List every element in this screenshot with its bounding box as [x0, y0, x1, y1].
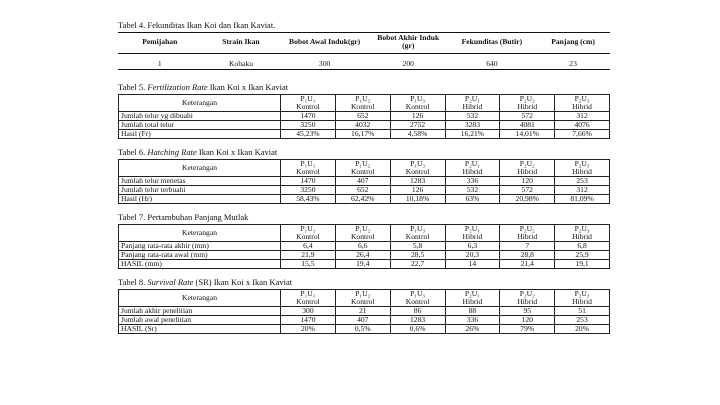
- column-header-group: Hibrid: [462, 232, 483, 241]
- table-cell: 640: [448, 54, 537, 70]
- table-8-caption-number: Tabel 8.: [118, 277, 146, 287]
- column-header-keterangan: Keterangan: [119, 225, 281, 242]
- table-cell: 4076: [555, 121, 610, 130]
- table-cell: 10,18%: [390, 195, 445, 204]
- table-cell: 15,5: [281, 260, 336, 269]
- column-header: [445, 95, 500, 112]
- row-label: Jumlah telur terbuahi: [119, 186, 281, 195]
- column-header-code: P₁U₃: [410, 224, 426, 233]
- column-header: [390, 95, 445, 112]
- column-header: [445, 225, 500, 242]
- table-4-header: Bobot Akhir Induk (gr): [369, 33, 448, 54]
- table-cell: 7,66%: [555, 130, 610, 139]
- column-header-code: P₂U₁: [464, 224, 480, 233]
- row-label: Panjang rata-rata akhir (mm): [119, 242, 281, 251]
- table-8-caption: [118, 277, 610, 287]
- column-header-code: P₂U₃: [574, 224, 590, 233]
- table-cell: 3283: [445, 121, 500, 130]
- table-cell: 336: [445, 316, 500, 325]
- table-6-caption-italic: Hatching Rate: [147, 147, 197, 157]
- column-header-code: P₂U₁: [464, 289, 480, 298]
- table-cell: 532: [445, 112, 500, 121]
- table-cell: 23: [536, 54, 610, 70]
- table-cell: 20,3: [445, 251, 500, 260]
- table-4-header: Bobot Awal Induk(gr): [280, 33, 369, 54]
- column-header-group: Hibrid: [462, 102, 483, 111]
- table-6-caption-number: Tabel 6.: [118, 147, 146, 157]
- table-cell: 2752: [390, 121, 445, 130]
- table-cell: 300: [280, 54, 369, 70]
- column-header: [500, 290, 555, 307]
- column-header-keterangan: Keterangan: [119, 95, 281, 112]
- column-header: [335, 290, 390, 307]
- column-header-code: P₂U₁: [464, 159, 480, 168]
- table-cell: 79%: [500, 325, 555, 334]
- table-row: [119, 260, 610, 269]
- column-header-code: P₁U₂: [355, 94, 371, 103]
- table-cell: 5,8: [390, 242, 445, 251]
- table-cell: 1470: [281, 316, 336, 325]
- table-8-caption-rest: (SR) Ikan Koi x Ikan Kaviat: [195, 277, 293, 287]
- column-header: [555, 95, 610, 112]
- table-cell: 3250: [281, 186, 336, 195]
- table-cell: 7: [500, 242, 555, 251]
- column-header-group: Hibrid: [517, 232, 538, 241]
- column-header-code: P₂U₃: [574, 289, 590, 298]
- table-cell: 572: [500, 186, 555, 195]
- table-row: [118, 54, 610, 70]
- table-header-row: [119, 290, 610, 307]
- table-cell: 81,09%: [555, 195, 610, 204]
- column-header: [445, 290, 500, 307]
- table-cell: 312: [555, 186, 610, 195]
- table-8-caption-italic: Survival Rate: [147, 277, 194, 287]
- table-cell: 200: [369, 54, 448, 70]
- row-label: Jumlah total telur: [119, 121, 281, 130]
- table-cell: 16,21%: [445, 130, 500, 139]
- table-cell: 1283: [390, 316, 445, 325]
- table-cell: 126: [390, 112, 445, 121]
- table-5-caption-number: Tabel 5.: [118, 82, 146, 92]
- table-cell: 21,4: [500, 260, 555, 269]
- row-label: HASIL (Sr): [119, 325, 281, 334]
- table-cell: 407: [335, 316, 390, 325]
- table-cell: 14: [445, 260, 500, 269]
- table-cell: 14,01%: [500, 130, 555, 139]
- column-header: [335, 95, 390, 112]
- document-page: [118, 20, 610, 342]
- column-header-code: P₁U₂: [355, 289, 371, 298]
- column-header-group: Kontrol: [350, 102, 375, 111]
- table-cell: 26,4: [335, 251, 390, 260]
- table-cell: 300: [281, 307, 336, 316]
- table-row: [119, 195, 610, 204]
- table-cell: 19,4: [335, 260, 390, 269]
- column-header-group: Kontrol: [296, 102, 320, 111]
- column-header-group: Kontrol: [350, 232, 375, 241]
- column-header-code: P₁U₂: [355, 159, 371, 168]
- column-header: [500, 95, 555, 112]
- column-header-group: Kontrol: [296, 167, 320, 176]
- table-cell: 58,43%: [281, 195, 336, 204]
- row-label: Panjang rata-rata awal (mm): [119, 251, 281, 260]
- table-6-caption: [118, 147, 610, 157]
- table-4-header: Pemijahan: [118, 33, 202, 54]
- column-header-code: P₁U₃: [410, 159, 426, 168]
- table-cell: 312: [555, 112, 610, 121]
- column-header-group: Kontrol: [405, 102, 430, 111]
- column-header-group: Hibrid: [517, 167, 538, 176]
- table-row: [119, 325, 610, 334]
- column-header-group: Kontrol: [296, 297, 320, 306]
- column-header-group: Kontrol: [350, 297, 375, 306]
- column-header-code: P₁U₃: [410, 289, 426, 298]
- column-header-group: Kontrol: [296, 232, 320, 241]
- column-header-group: Hibrid: [462, 297, 483, 306]
- table-cell: 51: [555, 307, 610, 316]
- column-header-group: Kontrol: [405, 297, 430, 306]
- table-cell: 28,8: [500, 251, 555, 260]
- table-cell: 4,58%: [390, 130, 445, 139]
- table-cell: 20%: [555, 325, 610, 334]
- table-cell: 16,17%: [335, 130, 390, 139]
- column-header-code: P₂U₃: [574, 159, 590, 168]
- row-label: Jumlah telur yg dibuahi: [119, 112, 281, 121]
- column-header-code: P₁U₁: [300, 94, 316, 103]
- column-header: [335, 225, 390, 242]
- column-header: [555, 225, 610, 242]
- column-header: [390, 225, 445, 242]
- table-cell: 120: [500, 177, 555, 186]
- table-4-header: Fekunditas (Butir): [448, 33, 537, 54]
- table-cell: 95: [500, 307, 555, 316]
- table-6: [118, 159, 610, 204]
- column-header-group: Hibrid: [572, 297, 592, 306]
- column-header-code: P₁U₁: [300, 289, 316, 298]
- table-cell: 0,6%: [390, 325, 445, 334]
- column-header-code: P₁U₁: [300, 159, 316, 168]
- table-cell: 4081: [500, 121, 555, 130]
- table-cell: 21,9: [281, 251, 336, 260]
- table-cell: 21: [335, 307, 390, 316]
- column-header-group: Hibrid: [517, 297, 538, 306]
- table-cell: 86: [390, 307, 445, 316]
- table-cell: 652: [335, 112, 390, 121]
- table-cell: 1: [118, 54, 202, 70]
- table-7-caption: Tabel 7. Pertambuhan Panjang Mutlak: [118, 212, 249, 222]
- column-header-group: Kontrol: [405, 167, 430, 176]
- table-row: [119, 130, 610, 139]
- table-cell: 28,5: [390, 251, 445, 260]
- row-label: Jumlah akhir penelitian: [119, 307, 281, 316]
- table-cell: 45,23%: [281, 130, 336, 139]
- table-4-header: Panjang (cm): [536, 33, 610, 54]
- column-header: [390, 290, 445, 307]
- column-header: [281, 225, 336, 242]
- table-cell: 20,98%: [500, 195, 555, 204]
- column-header-group: Kontrol: [350, 167, 375, 176]
- table-cell: 4032: [335, 121, 390, 130]
- column-header-code: P₂U₃: [574, 94, 590, 103]
- table-4-caption: Tabel 4. Fekunditas Ikan Koi dan Ikan Kaviat.: [118, 20, 276, 30]
- table-4-header-row: [118, 33, 610, 54]
- table-5-caption-italic: Fertilization Rate: [147, 82, 208, 92]
- column-header-group: Hibrid: [517, 102, 538, 111]
- table-6-caption-rest: Ikan Koi x Ikan Kaviat: [198, 147, 278, 157]
- row-label: Jumlah telur menetas: [119, 177, 281, 186]
- column-header-group: Hibrid: [572, 102, 592, 111]
- column-header-code: P₂U₂: [519, 94, 535, 103]
- table-cell: Kohaku: [202, 54, 281, 70]
- column-header-group: Kontrol: [405, 232, 430, 241]
- row-label: Hasil (Hr): [119, 195, 281, 204]
- column-header-group: Hibrid: [572, 167, 592, 176]
- table-header-row: [119, 225, 610, 242]
- table-cell: 1470: [281, 112, 336, 121]
- column-header: [500, 160, 555, 177]
- table-cell: 253: [555, 316, 610, 325]
- table-cell: 3250: [281, 121, 336, 130]
- column-header-code: P₂U₁: [464, 94, 480, 103]
- table-cell: 25,9: [555, 251, 610, 260]
- table-cell: 120: [500, 316, 555, 325]
- table-5-caption: [118, 82, 610, 92]
- table-7: [118, 224, 610, 269]
- table-cell: 19,1: [555, 260, 610, 269]
- table-cell: 0,5%: [335, 325, 390, 334]
- table-cell: 6,4: [281, 242, 336, 251]
- table-cell: 1283: [390, 177, 445, 186]
- table-cell: 20%: [281, 325, 336, 334]
- column-header: [281, 290, 336, 307]
- column-header-code: P₂U₂: [519, 224, 535, 233]
- table-cell: 6,6: [335, 242, 390, 251]
- table-cell: 532: [445, 186, 500, 195]
- table-5: [118, 94, 610, 139]
- column-header: [281, 95, 336, 112]
- column-header-code: P₁U₁: [300, 224, 316, 233]
- column-header: [500, 225, 555, 242]
- table-cell: 62,42%: [335, 195, 390, 204]
- table-cell: 63%: [445, 195, 500, 204]
- table-cell: 126: [390, 186, 445, 195]
- table-cell: 6,3: [445, 242, 500, 251]
- table-header-row: [119, 95, 610, 112]
- column-header-group: Hibrid: [462, 167, 483, 176]
- table-cell: 336: [445, 177, 500, 186]
- column-header: [281, 160, 336, 177]
- row-label: Hasil (Fr): [119, 130, 281, 139]
- column-header: [445, 160, 500, 177]
- table-5-caption-rest: Ikan Koi x Ikan Kaviat: [209, 82, 289, 92]
- table-cell: 88: [445, 307, 500, 316]
- table-cell: 6,8: [555, 242, 610, 251]
- row-label: Jumlah awal penelitian: [119, 316, 281, 325]
- table-cell: 572: [500, 112, 555, 121]
- column-header: [555, 290, 610, 307]
- table-8: [118, 289, 610, 334]
- table-4: [118, 32, 610, 70]
- table-cell: 22,7: [390, 260, 445, 269]
- column-header: [390, 160, 445, 177]
- column-header-keterangan: Keterangan: [119, 290, 281, 307]
- column-header-code: P₂U₂: [519, 159, 535, 168]
- column-header: [555, 160, 610, 177]
- table-header-row: [119, 160, 610, 177]
- table-4-header: Strain Ikan: [202, 33, 281, 54]
- table-cell: 253: [555, 177, 610, 186]
- row-label: HASIL (mm): [119, 260, 281, 269]
- column-header-group: Hibrid: [572, 232, 592, 241]
- table-cell: 1470: [281, 177, 336, 186]
- table-cell: 26%: [445, 325, 500, 334]
- table-cell: 652: [335, 186, 390, 195]
- column-header-code: P₁U₃: [410, 94, 426, 103]
- column-header-code: P₁U₂: [355, 224, 371, 233]
- column-header-code: P₂U₂: [519, 289, 535, 298]
- column-header-keterangan: Keterangan: [119, 160, 281, 177]
- column-header: [335, 160, 390, 177]
- table-cell: 407: [335, 177, 390, 186]
